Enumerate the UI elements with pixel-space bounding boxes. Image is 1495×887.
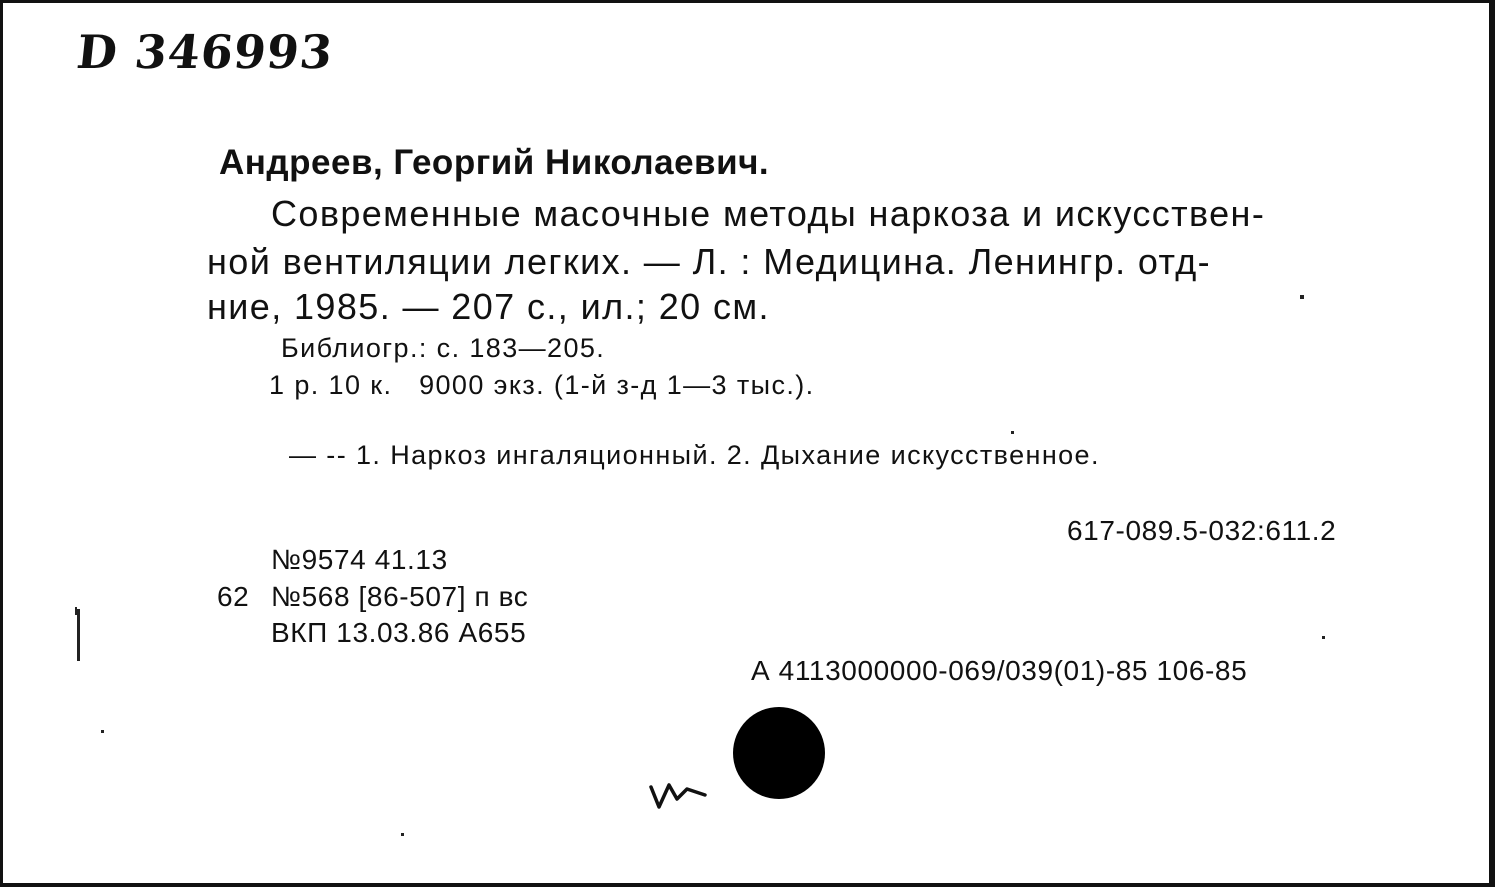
record-line-3: ВКП 13.03.86 А655 (271, 617, 527, 648)
inventory-number: D 346993 (74, 25, 336, 79)
margin-speck (75, 607, 77, 615)
dust-speck (1011, 431, 1014, 434)
record-line-2: №568 [86-507] п вс (271, 581, 529, 612)
catalog-code: А 4113000000-069/039(01)-85 106-85 (751, 655, 1248, 686)
margin-mark (77, 609, 80, 661)
handwritten-check-mark (647, 773, 709, 813)
record-prefix: 62 (217, 581, 250, 612)
subject-headings: — -- 1. Наркоз ингаляционный. 2. Дыхание искусственное. (289, 440, 1100, 470)
title-line-1: Современные масочные методы наркоза и искусствен- (271, 193, 1266, 234)
udc-index: 617-089.5-032:611.2 (1067, 515, 1337, 546)
author-heading: Андреев, Георгий Николаевич. (219, 143, 770, 182)
bibliography-note: Библиогр.: с. 183—205. (281, 333, 606, 363)
dust-speck (1300, 295, 1304, 299)
dust-speck (401, 833, 404, 836)
dust-speck (101, 730, 104, 733)
punch-hole (733, 707, 825, 799)
price-and-print-run: 1 р. 10 к. 9000 экз. (1-й з-д 1—3 тыс.). (269, 370, 815, 400)
record-line-1: №9574 41.13 (271, 544, 448, 575)
dust-speck (1322, 636, 1325, 639)
title-line-2: ной вентиляции легких. — Л. : Медицина. Ленингр. отд- (207, 241, 1211, 282)
title-line-3: ние, 1985. — 207 с., ил.; 20 см. (207, 286, 770, 327)
